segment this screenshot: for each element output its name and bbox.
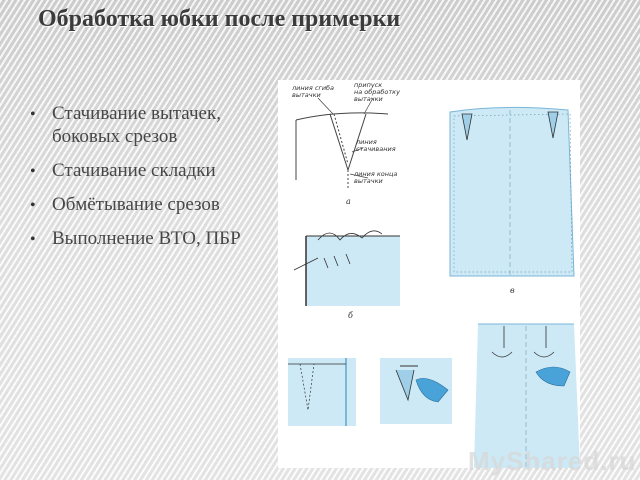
- illustration-svg: [278, 80, 580, 468]
- diagram-b: [294, 231, 400, 306]
- bullet-text: Обмётывание срезов: [52, 194, 220, 215]
- bullet-icon: •: [30, 231, 36, 248]
- label-b: б: [348, 311, 353, 320]
- label-a: а: [346, 197, 351, 206]
- slide-title: Обработка юбки после примерки: [38, 6, 401, 32]
- label-allowance-1: припуск: [354, 81, 383, 89]
- diagram-v: [450, 107, 574, 276]
- bullet-item: [30, 193, 270, 216]
- bullet-item: [30, 102, 270, 148]
- diagram-hem-corner: [288, 358, 356, 426]
- label-seam-line-2: вытачки: [292, 91, 321, 99]
- bullet-icon: •: [30, 106, 36, 123]
- bullet-item: [30, 159, 270, 182]
- label-seam-line: линия сгиба: [292, 84, 335, 92]
- skirt-illustration: [278, 80, 580, 468]
- bullet-text: Стачивание вытачек, боковых срезов: [52, 103, 221, 147]
- bullet-list: [30, 102, 270, 261]
- bullet-text: Выполнение ВТО, ПБР: [52, 228, 241, 249]
- label-end-2: вытачки: [354, 177, 383, 185]
- bullet-icon: •: [30, 197, 36, 214]
- label-allowance-2: на обработку: [354, 88, 400, 96]
- label-stitch-1: линия: [356, 138, 377, 146]
- bullet-icon: •: [30, 163, 36, 180]
- watermark-logo: MyShared.ru: [468, 446, 637, 476]
- label-allowance-3: вытачки: [354, 95, 383, 103]
- label-stitch-2: стачивания: [356, 145, 396, 153]
- diagram-iron-dart: [380, 358, 452, 424]
- label-v: в: [510, 286, 515, 295]
- bullet-text: Стачивание складки: [52, 160, 216, 181]
- label-end-1: линия конца: [354, 170, 398, 178]
- bullet-item: [30, 227, 270, 250]
